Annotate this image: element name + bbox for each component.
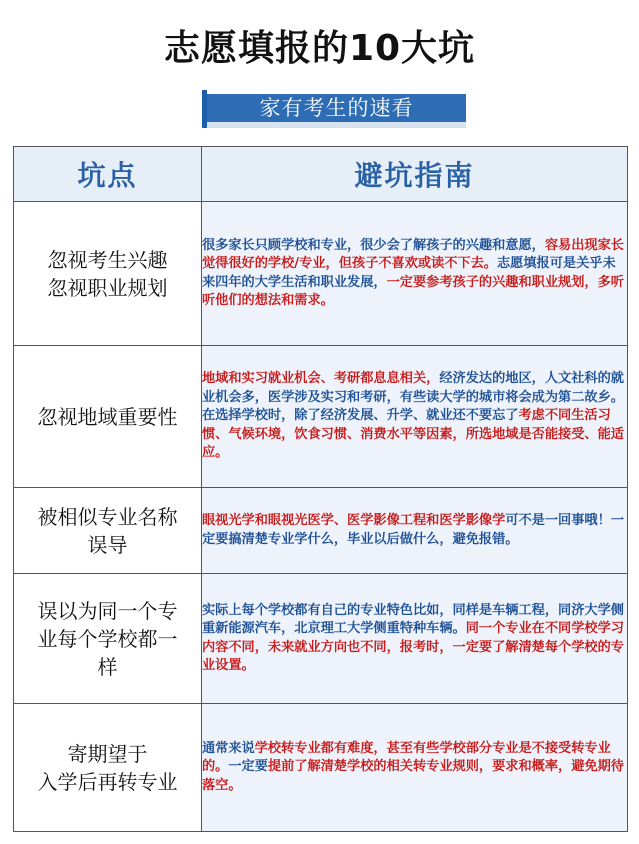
- pit-line: 寄期望于: [67, 741, 148, 766]
- table-row: [14, 488, 628, 574]
- guide-cell: [202, 704, 628, 832]
- guide-segment: 地域和实习就业机会、考研都息息相关，: [202, 371, 440, 387]
- pit-line: 样: [97, 654, 118, 679]
- guide-segment: 可不是一回事哦！: [505, 513, 611, 528]
- subtitle-shadow: [207, 122, 466, 128]
- guide-segment: 在选择学校时，除了经济发展、升学、就业还不要忘了: [202, 408, 519, 424]
- guide-cell: [202, 574, 628, 704]
- table-row: [14, 202, 628, 346]
- guide-segment: 志愿填报可是关乎未来四年的大学生活和职业发展，: [202, 256, 616, 290]
- guide-segment: 一定要: [228, 759, 268, 775]
- table-header-row: [14, 147, 628, 202]
- guide-segment: 眼视光学和眼视光医学、医学影像工程和医学影像学: [202, 513, 506, 528]
- guide-segment: 一定要搞清楚专业学什么，毕业以后做什么，避免报错。: [202, 513, 624, 547]
- guide-segment: 学校转专业都有难度，甚至有些学校部分专业是不接受转专业的。: [202, 740, 611, 775]
- pit-line: 被相似专业名称: [37, 504, 178, 529]
- guide-segment: 比如，同样是车辆工程，同济大学侧重新能源汽车，北京理工大学侧重特种车辆。: [202, 602, 624, 636]
- pit-cell: [14, 346, 202, 488]
- pit-line: 忽视地域重要性: [37, 404, 178, 429]
- subtitle: 家有考生的速看: [207, 94, 466, 122]
- pit-cell: [14, 488, 202, 574]
- guide-segment: 同一个专业在不同学校学习内容不同，未来就业方向也不同，报考时，一定要了解清楚每个学校的专业设置。: [202, 621, 624, 673]
- guide-segment: 通常来说: [202, 740, 255, 756]
- guide-segment: 容易出现家长觉得很好的学校/专业，但孩子不喜欢或读不下去。: [202, 237, 624, 271]
- pit-line: 误导: [87, 532, 128, 557]
- guide-segment: 提前了解清楚学校的相关转专业规则，要求和概率，避免期待落空。: [202, 759, 624, 793]
- guide-cell: [202, 346, 628, 488]
- guide-cell: [202, 488, 628, 574]
- pits-table: [13, 146, 628, 832]
- guide-segment: 考虑不同生活习惯、气候环境，饮食习惯、消费水平等因素，所选地域是否能接受、能适应。: [202, 408, 624, 461]
- header-pit: 坑点: [14, 147, 202, 202]
- pit-line: 入学后再转专业: [37, 769, 178, 794]
- table-row: [14, 704, 628, 832]
- page-title: 志愿填报的10大坑: [163, 28, 476, 69]
- table-row: [14, 574, 628, 704]
- pit-line: 误以为同一个专: [37, 598, 178, 623]
- guide-segment: 很多家长只顾学校和专业，很少会了解孩子的兴趣和意愿，: [202, 237, 545, 253]
- guide-segment: 一定要参考孩子的兴趣和职业规划，多听听他们的想法和需求。: [202, 274, 624, 308]
- pit-line: 忽视职业规划: [47, 275, 168, 300]
- header-guide: 避坑指南: [202, 147, 628, 202]
- guide-cell: [202, 202, 628, 346]
- pit-cell: [14, 704, 202, 832]
- pit-line: 业每个学校都一: [37, 626, 178, 651]
- subtitle-banner: [202, 90, 466, 128]
- guide-segment: 经济发达的地区，人文社科的就业机会多，医学涉及实习和考研，有些读大学的城市将会成为第二故乡。: [202, 371, 624, 405]
- table-row: [14, 346, 628, 488]
- pit-line: 忽视考生兴趣: [47, 247, 168, 272]
- pit-cell: [14, 574, 202, 704]
- guide-segment: 实际上每个学校都有自己的专业特色: [202, 602, 413, 618]
- pit-cell: [14, 202, 202, 346]
